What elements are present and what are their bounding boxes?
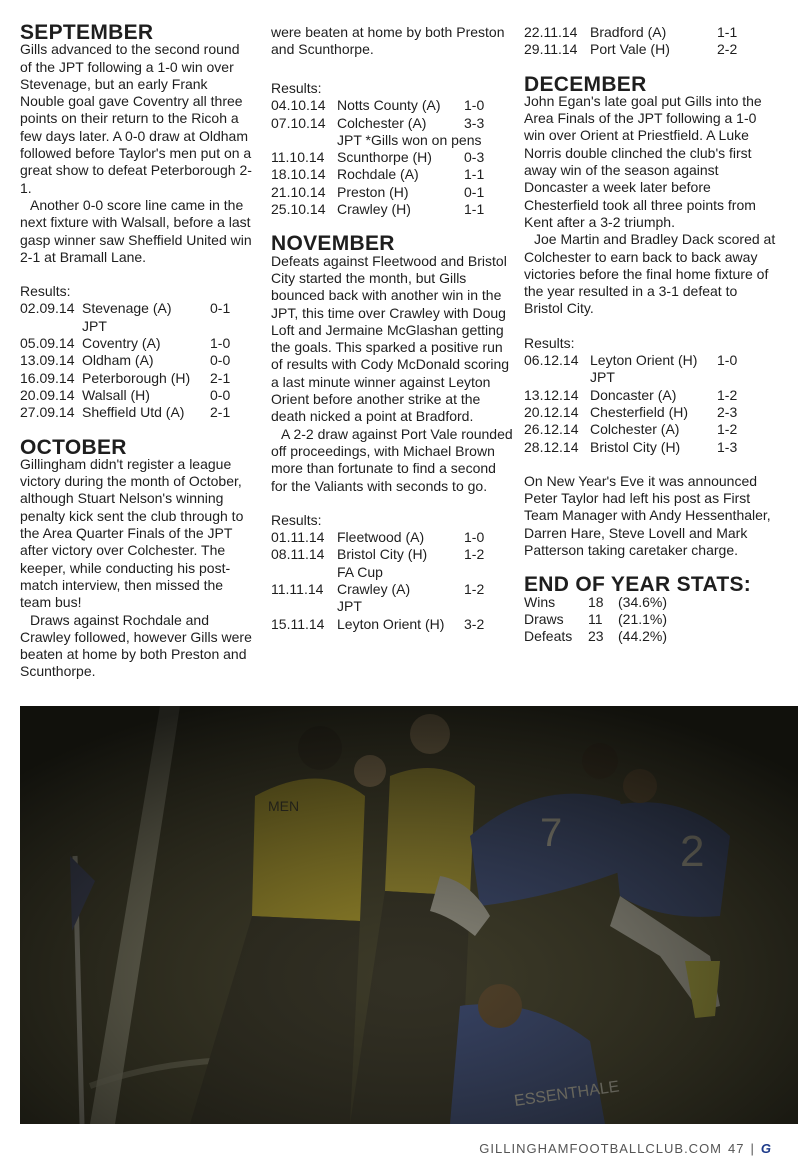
result-score: 1-2 [464,581,485,598]
result-score: 1-3 [717,438,738,455]
result-opponent: Crawley (H) [337,201,411,218]
result-score: 0-0 [210,386,231,403]
result-date: 18.10.14 [271,166,326,183]
stat-label: Wins [524,593,556,610]
november-heading: NOVEMBER [271,232,395,256]
stat-pct: (44.2%) [618,628,668,645]
result-score: 2-1 [210,404,231,421]
result-date: 11.11.14 [271,581,324,598]
december-paragraph-2: Joe Martin and Bradley Dack scored at Colchester to earn back to back away victories before the final home fixture of the year resulted in a 3-1 defeat to Bristol City. [524,231,776,317]
result-date: 22.11.14 [524,24,578,40]
result-opponent: Notts County (A) [337,97,441,114]
december-heading: DECEMBER [524,72,647,96]
result-date: 27.09.14 [20,404,75,421]
result-score [464,598,514,615]
december-results-label: Results: [524,334,575,351]
november-paragraph-1: Defeats against Fleetwood and Bristol City started the month, but Gills bounced back with another win in the JPT, this time over Crawley with Doug Loft and Jermaine McGlashan getting the goals. This sparked a positive run of results with Cody McDonald scoring a last minute winner against Leyton Orient before another strike at the death nicked a point at Bradford. [271,252,510,425]
november-results-continued [524,24,779,59]
result-date: 26.12.14 [524,421,579,438]
result-score: 2-2 [717,41,738,58]
result-score: 2-1 [210,369,231,386]
result-date: 06.12.14 [524,352,579,369]
result-opponent: Crawley (A) [337,581,411,598]
result-opponent: FA Cup [337,563,383,580]
september-results-table [20,300,255,421]
november-results-table [271,529,516,633]
result-date: 07.10.14 [271,114,326,131]
result-date: 13.09.14 [20,352,75,369]
footer-site: GILLINGHAMFOOTBALLCLUB.COM [479,1141,723,1156]
result-opponent: Fleetwood (A) [337,529,425,546]
result-opponent: Colchester (A) [337,114,427,131]
result-score: 1-1 [464,201,485,218]
december-paragraph-1: John Egan's late goal put Gills into the Area Finals of the JPT following a 1-0 win over Orient at Priestfield. A Luke Norris double clinched the club's first away win of the season against Doncaster a week later before Chesterfield took all three points from Kent after a 3-2 triumph. [524,92,762,230]
result-opponent: Chesterfield (H) [590,403,689,420]
result-score: 3-2 [464,615,485,632]
club-logo-icon: G [760,1141,772,1156]
column-2-top [271,24,516,59]
result-score: 1-2 [717,386,738,403]
september-results-label: Results: [20,283,71,300]
result-opponent: Rochdale (A) [337,166,419,183]
result-score: 0-0 [210,352,231,369]
result-score: 1-2 [717,421,738,438]
result-date: 08.11.14 [271,546,325,563]
october-paragraph-1: Gillingham didn't register a league victory during the month of October, although Stuart Nelson's winning penalty kick sent the club through to the Area Quarter Finals of the JPT after victory over Colchester. The keeper, while conducting his post-match interview, then missed the team bus! [20,455,244,611]
result-score: 2-3 [717,403,738,420]
result-opponent: Preston (H) [337,183,409,200]
result-opponent: Stevenage (A) [82,300,172,317]
result-score: 1-0 [210,335,231,352]
november-paragraph-2: A 2-2 draw against Port Vale rounded off proceedings, with Michael Brown more than fortunate to find a second for the Valiants with seconds to go. [271,425,513,494]
result-score: 1-0 [464,529,485,546]
result-date: 04.10.14 [271,97,326,114]
end-of-year-stats [524,594,779,646]
result-date: 15.11.14 [271,615,325,632]
december-closing-paragraph: On New Year's Eve it was announced Peter Taylor had left his post as First Team Manager with Andy Hessenthaler, Darren Hare, Steve Lovell and Mark Patterson taking caretaker charge. [524,472,771,559]
result-opponent: Port Vale (H) [590,41,670,58]
result-opponent: Doncaster (A) [590,386,677,403]
result-date [20,318,82,335]
result-opponent: Sheffield Utd (A) [82,404,185,421]
result-score [210,318,250,335]
result-opponent: Coventry (A) [82,335,161,352]
stat-count: 23 [588,628,604,645]
stat-count: 11 [588,610,603,627]
footer-separator: | [750,1141,755,1156]
october-paragraph-2: Draws against Rochdale and Crawley followed, however Gills were beaten at home by both Preston and Scunthorpe. [20,611,252,680]
result-score: 0-1 [464,183,485,200]
result-opponent: JPT [590,369,615,386]
result-opponent: Bradford (A) [590,24,667,40]
result-score: 1-2 [464,546,485,563]
result-date: 05.09.14 [20,335,75,352]
result-opponent: JPT [337,598,362,615]
result-date: 28.12.14 [524,438,579,455]
result-date [271,598,337,615]
page-footer [479,1141,772,1156]
result-score: 0-3 [464,149,485,166]
september-heading: SEPTEMBER [20,21,154,44]
result-opponent: Peterborough (H) [82,369,191,386]
result-opponent: Walsall (H) [82,386,150,403]
stat-pct: (21.1%) [618,610,668,627]
september-paragraph-2: Another 0-0 score line came in the next fixture with Walsall, before a last gasp winner saw Sheffield United win 2-1 at Bramall Lane. [20,196,252,265]
october-paragraph-2-continued: were beaten at home by both Preston and Scunthorpe. [271,24,505,58]
result-score: 0-1 [210,300,231,317]
result-date: 13.12.14 [524,386,579,403]
result-score: 1-1 [464,166,485,183]
column-2-content [271,80,516,633]
result-date [524,369,590,386]
november-results-label: Results: [271,511,322,528]
result-opponent: Leyton Orient (H) [590,352,698,369]
result-date [271,132,337,149]
result-score: 1-0 [717,352,738,369]
result-opponent: Scunthorpe (H) [337,149,432,166]
result-score: 1-0 [464,97,485,114]
column-3 [524,24,779,646]
result-date: 21.10.14 [271,183,326,200]
september-paragraph-1: Gills advanced to the second round of the JPT following a 1-0 win over Stevenage, but an early Frank Nouble goal gave Coventry all three points on their return to the Ricoh a few days later. A 0-0 draw at Oldham followed before Taylor's men put on a great show to defeat Peterborough 2-1. [20,41,252,196]
october-results-label: Results: [271,80,322,96]
result-date [271,564,337,581]
result-date: 16.09.14 [20,369,75,386]
result-date: 29.11.14 [524,41,578,58]
october-heading: OCTOBER [20,435,127,459]
page-number: 47 [728,1141,745,1156]
result-note: JPT *Gills won on pens [337,131,482,148]
result-score [717,369,767,386]
stat-label: Draws [524,610,564,627]
stat-pct: (34.6%) [618,593,668,610]
end-of-year-heading: END OF YEAR STATS: [524,573,752,597]
result-opponent: Colchester (A) [590,421,680,438]
result-date: 20.12.14 [524,403,579,420]
result-date: 01.11.14 [271,529,325,546]
result-opponent: Bristol City (H) [590,438,681,455]
result-opponent: Leyton Orient (H) [337,615,445,632]
result-date: 02.09.14 [20,300,75,317]
result-opponent: Bristol City (H) [337,546,428,563]
result-score: 1-1 [717,24,738,40]
result-date: 25.10.14 [271,201,326,218]
october-results-table [271,97,516,218]
stat-label: Defeats [524,628,573,645]
stat-count: 18 [588,593,604,610]
result-opponent: Oldham (A) [82,352,154,369]
result-opponent: JPT [82,317,107,334]
photo-vignette [20,706,798,1124]
result-date: 11.10.14 [271,149,325,166]
result-score [464,564,514,581]
result-score: 3-3 [464,114,485,131]
december-results-table [524,352,779,456]
result-date: 20.09.14 [20,386,75,403]
column-1 [20,21,255,681]
celebration-photo [20,706,798,1124]
celebration-illustration [20,706,798,1124]
